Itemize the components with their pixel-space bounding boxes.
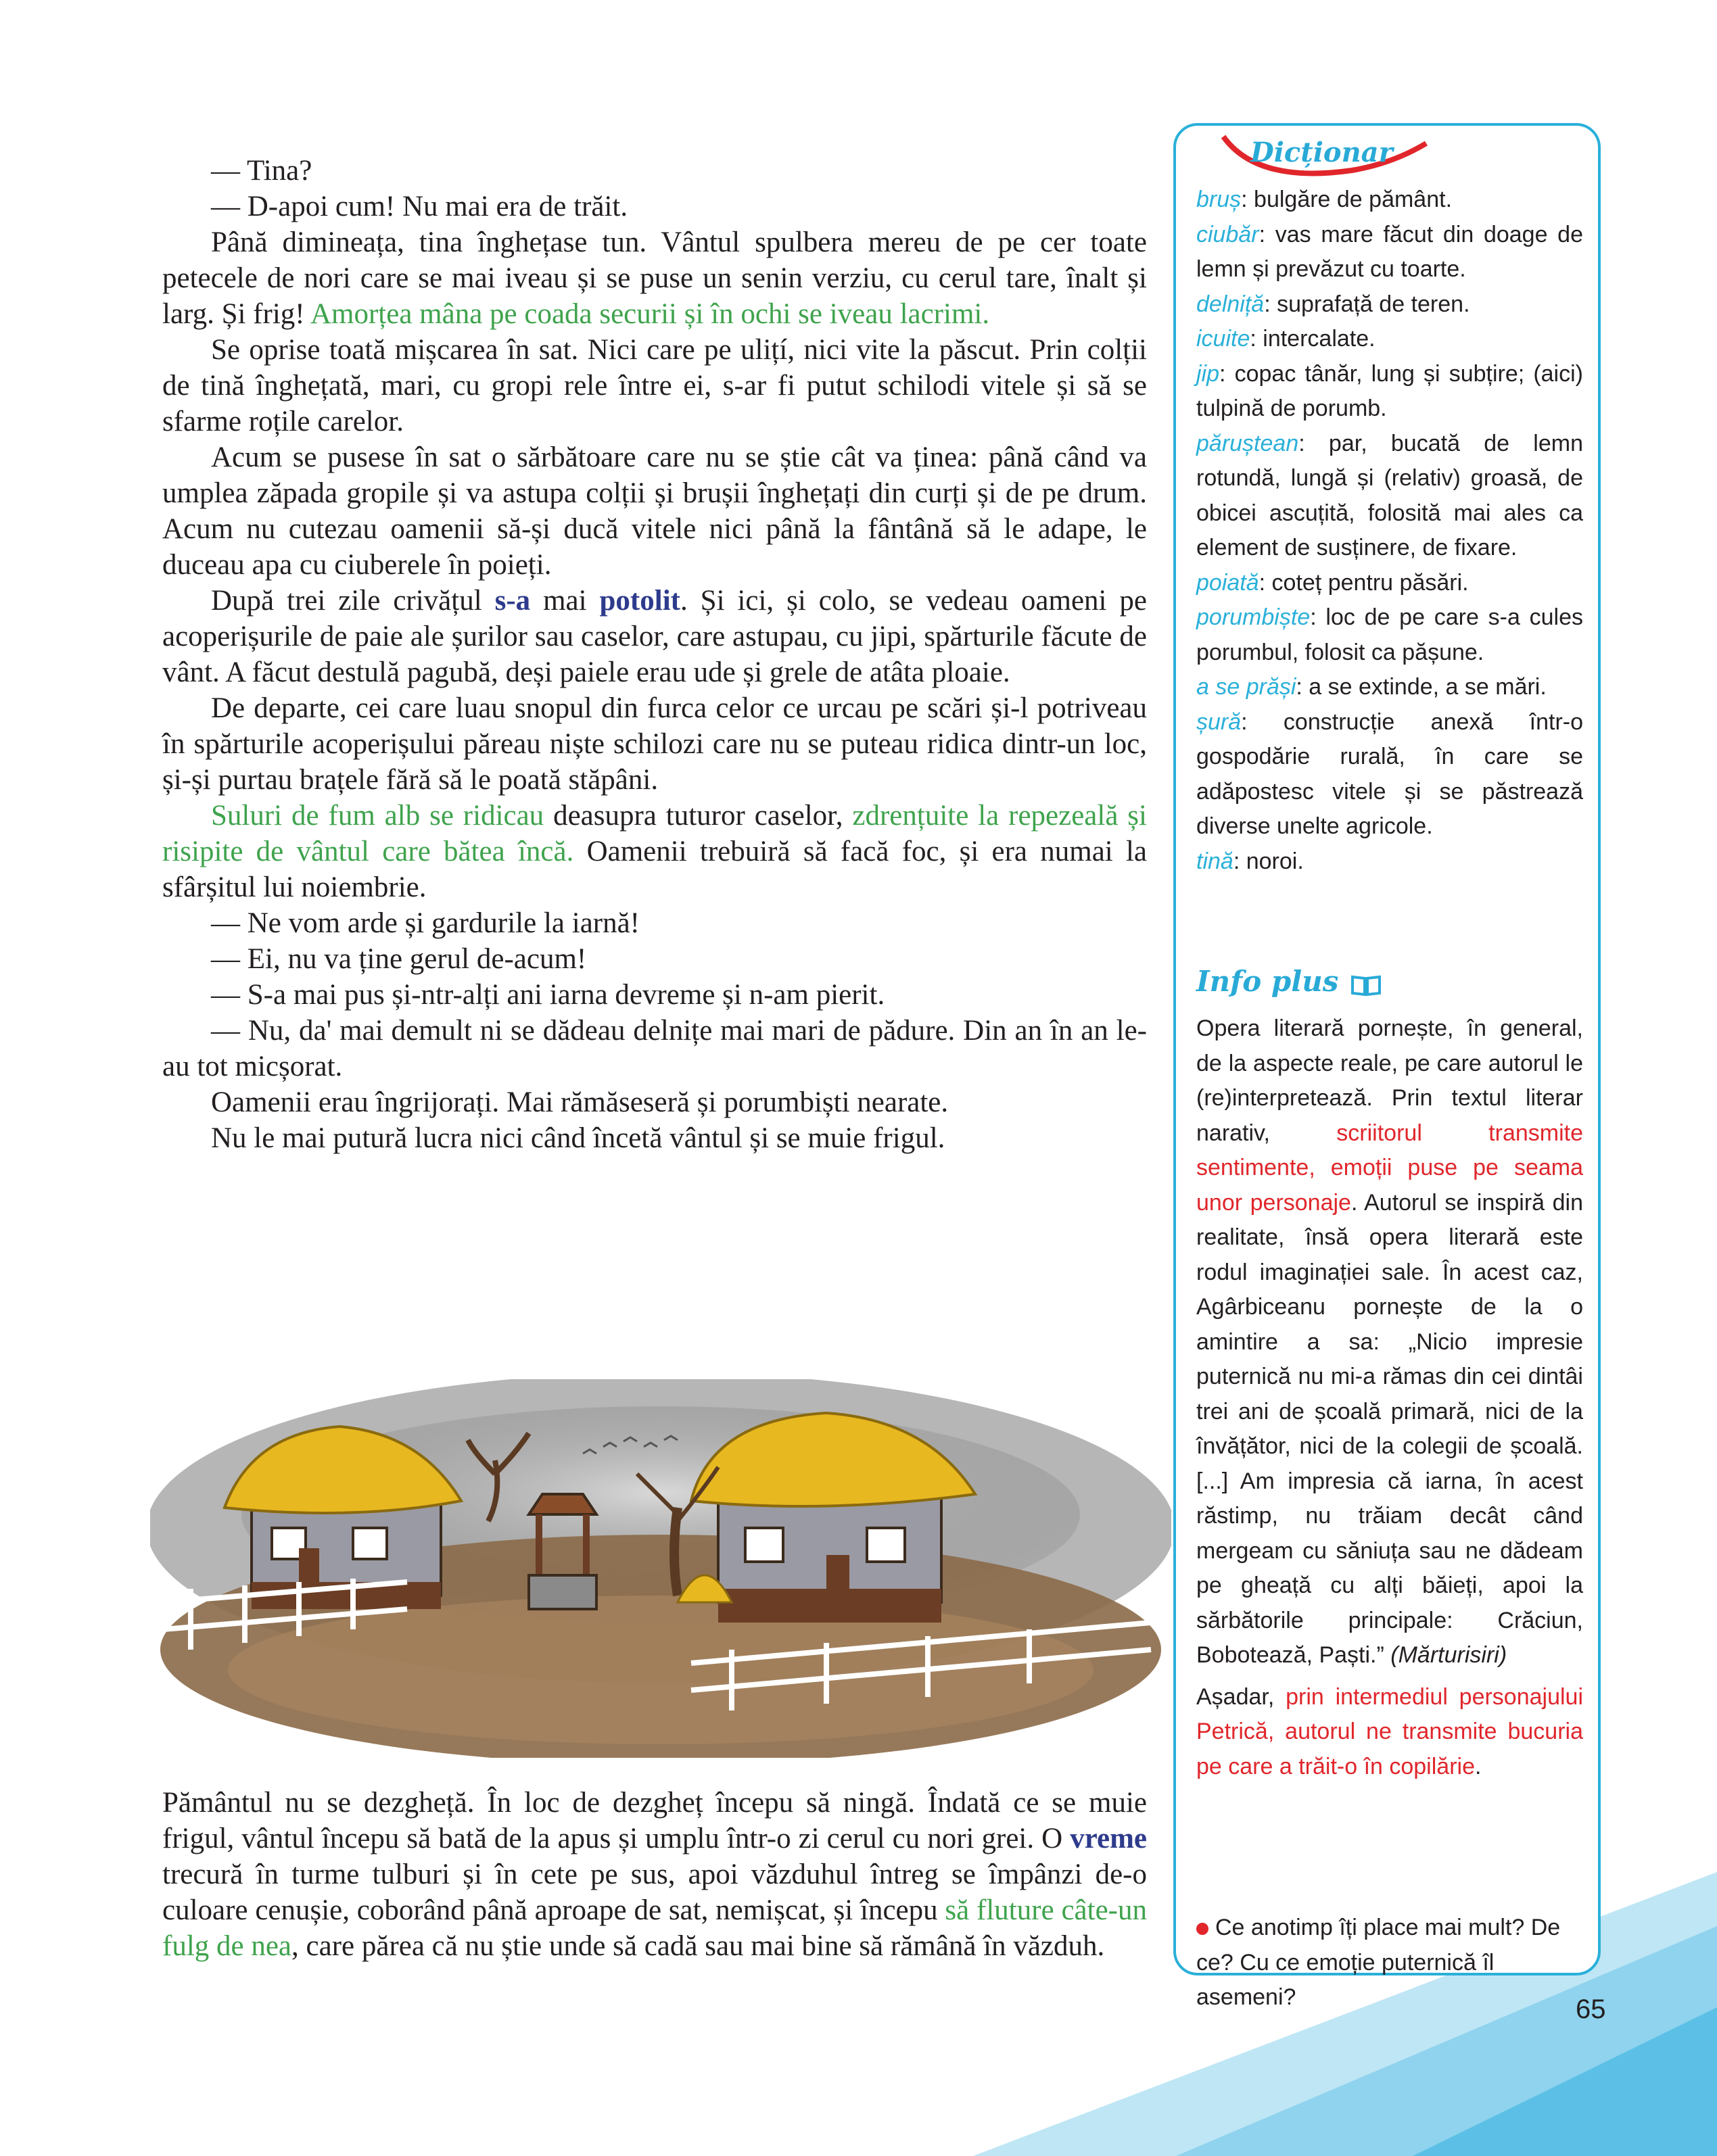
dictionary-term: tină — [1196, 848, 1233, 874]
dictionary-term: poiată — [1196, 569, 1259, 596]
dictionary-entry: tină: noroi. — [1196, 848, 1304, 874]
dialogue-line: — S-a mai pus și-ntr-alți ani iarna devreme și n-am pierit. — [211, 979, 885, 1011]
dialogue-line: — Nu, da' mai demult ni se dădeau delnițe mai mari de pădure. Din an în an le-au tot micșorat. — [162, 1015, 1147, 1082]
highlight-green: să fluture câte-un fulg de nea — [162, 1894, 1147, 1962]
dictionary-entry: bruș: bulgăre de pământ. — [1196, 187, 1453, 212]
highlight-green: zdrențuite la repezeală și risipite de vântul care bătea încă. — [162, 800, 1147, 867]
paragraph: Oamenii erau îngrijorați. Mai rămăseseră și porumbiști nearate. — [211, 1086, 949, 1118]
dictionary-term: ciubăr — [1196, 221, 1259, 247]
dictionary-term: icuite — [1196, 326, 1250, 352]
main-story-text — [162, 153, 1147, 1156]
question — [1196, 1911, 1583, 2015]
dictionary-title: Dicționar — [1250, 137, 1393, 168]
dictionary-term: porumbiște — [1196, 604, 1311, 630]
dictionary-entry: a se prăși: a se extinde, a se mări. — [1196, 674, 1547, 700]
dictionary-entry: icuite: intercalate. — [1196, 326, 1375, 352]
highlight-blue: potolit — [599, 585, 680, 617]
dictionary-term: bruș — [1196, 187, 1242, 212]
highlight-green: Suluri de fum alb se ridicau — [211, 800, 544, 832]
highlight-red: scriitorul transmite sentimente, emoții puse pe seama unor personaje — [1196, 1120, 1583, 1216]
dictionary-term: delniță — [1196, 291, 1265, 317]
dictionary-entry: păruștean: par, bucată de lemn rotundă, lungă și (relativ) groasă, de obicei ascuțită, folosită mai ales ca element de susținere, de fixare. — [1196, 430, 1583, 560]
page-number: 65 — [1576, 1994, 1606, 2024]
dialogue-line: — Ei, nu va ține gerul de-acum! — [211, 943, 587, 975]
highlight-red: prin intermediul personajului Petrică, autorul ne transmite bucuria pe care a trăit-o în copilărie — [1196, 1683, 1584, 1779]
highlight-green: Amorțea mâna pe coada securii și în ochi se iveau lacrimi. — [310, 298, 990, 330]
source-citation: (Mărturisiri) — [1390, 1642, 1507, 1668]
dictionary-term: păruștean — [1196, 430, 1299, 456]
dictionary-entry: șură: construcție anexă într-o gospodărie rurală, în care se adăpostesc vitele și se păstrează diverse unelte agricole. — [1196, 709, 1583, 839]
dictionary-entry: ciubăr: vas mare făcut din doage de lemn și prevăzut cu toarte. — [1196, 221, 1583, 282]
paragraph: — Tina? — [211, 155, 312, 187]
paragraph: Așadar, prin intermediul personajului Petrică, autorul ne transmite bucuria pe care a trăit-o în copilărie. — [1196, 1683, 1584, 1779]
dictionary-term: jip — [1196, 360, 1220, 387]
book-icon — [1350, 973, 1382, 997]
paragraph: Până dimineața, tina înghețase tun. Vântul spulbera mereu de pe cer toate petecele de nori care se mai iveau și se puse un senin verziu, cu cerul tare, înalt și larg. Și frig! Amorțea mâna pe coada securii și în ochi se iveau lacrimi. — [162, 226, 1147, 330]
dictionary-entry: poiată: coteț pentru păsări. — [1196, 569, 1469, 596]
info-plus-title: Info plus — [1196, 965, 1339, 998]
village-winter-illustration — [150, 1379, 1171, 1758]
paragraph: Acum se pusese în sat o sărbătoare care nu se știe cât va ținea: până când va umplea zăpada gropile și va astupa colții și brușii înghețați din curți și de pe drum. Acum nu cutezau oamenii să-și ducă vitele nici până la fântână să le adape, le duceau apa cu ciuberele în poieți. — [162, 441, 1147, 581]
closing-paragraph — [162, 1785, 1147, 1964]
paragraph: De departe, cei care luau snopul din furca celor ce urcau pe scări și-l potriveau în spărturile acoperișului păreau niște schilozi care nu se puteau ridica dintr-un loc, și-și purtau brațele fără să le poată stăpâni. — [162, 692, 1147, 796]
highlight-blue: s-a — [494, 585, 531, 617]
dictionary-entry: jip: copac tânăr, lung și subțire; (aici) tulpină de porumb. — [1196, 360, 1583, 421]
dictionary-entry: porumbiște: loc de pe care s-a cules porumbul, folosit ca pășune. — [1196, 604, 1583, 665]
paragraph: Pământul nu se dezgheță. În loc de dezgheț începu să ningă. Îndată ce se muie frigul, vântul începu să bată de la apus și umplu într-o zi cerul cu nori grei. O vreme trecură în turme tulburi și în cete pe sus, apoi văzduhul întreg se împânzi de-o culoare cenușie, coborând până aproape de sat, nemișcat, și începu să fluture câte-un fulg de nea, care părea că nu știe unde să cadă sau mai bine să rămână în văzduh. — [162, 1787, 1147, 1962]
dictionary-list — [1196, 183, 1583, 879]
paragraph: Suluri de fum alb se ridicau deasupra tuturor caselor, zdrențuite la repezeală și risipite de vântul care bătea încă. Oamenii trebuiră să facă foc, și era numai la sfârșitul lui noiembrie. — [162, 800, 1148, 903]
paragraph: — D-apoi cum! Nu mai era de trăit. — [211, 191, 628, 222]
paragraph: Se oprise toată mișcarea în sat. Nici care pe ulițí, nici vite la păscut. Prin colții de tină înghețată, mari, cu gropi rele între ei, s-ar fi putut schilodi vitele și să se sfarme roțile carelor. — [162, 334, 1147, 437]
highlight-blue: vreme — [1070, 1823, 1147, 1854]
dictionary-term: șură — [1196, 709, 1242, 735]
dialogue-line: — Ne vom arde și gardurile la iarnă! — [211, 907, 640, 939]
info-plus-header — [1196, 964, 1413, 1005]
bullet-icon — [1196, 1923, 1208, 1935]
paragraph: După trei zile crivățul s-a mai potolit. Și ici, și colo, se vedeau oameni pe acoperișurile de paie ale șurilor sau caselor, care astupau, cu jipi, spărturile făcute de vânt. A făcut destulă pagubă, deși paiele erau ude și grele de atâta ploaie. — [162, 585, 1147, 688]
question-text: Ce anotimp îți place mai mult? De ce? Cu ce emoție puternică îl asemeni? — [1196, 1915, 1561, 2010]
sidebar-box — [1173, 123, 1601, 2010]
paragraph: Nu le mai putură lucra nici când încetă vântul și se muie frigul. — [211, 1122, 945, 1154]
dictionary-term: a se prăși — [1196, 674, 1296, 700]
info-plus-text — [1196, 1011, 1583, 1791]
dictionary-entry: delniță: suprafață de teren. — [1196, 291, 1470, 317]
paragraph: Opera literară pornește, în general, de la aspecte reale, pe care autorul le (re)interpretează. Prin textul literar narativ, scriitorul transmite sentimente, emoții puse pe seama unor personaje. Autorul se inspiră din realitate, însă opera literară este rodul imaginației sale. În acest caz, Agârbiceanu pornește de la o amintire a sa: „Nicio impresie puternică nu mi-a rămas din cei dintâi trei ani de școală primară, nici de la învățător, nici de la colegii de școală. [...] Am impresia că iarna, în acest răstimp, nu trăiam decât când mergeam cu săniuța sau ne dădeam pe gheață cu alți băieți, apoi la sărbătorile principale: Crăciun, Bobotează, Paști.” (Mărturisiri) — [1196, 1015, 1584, 1668]
